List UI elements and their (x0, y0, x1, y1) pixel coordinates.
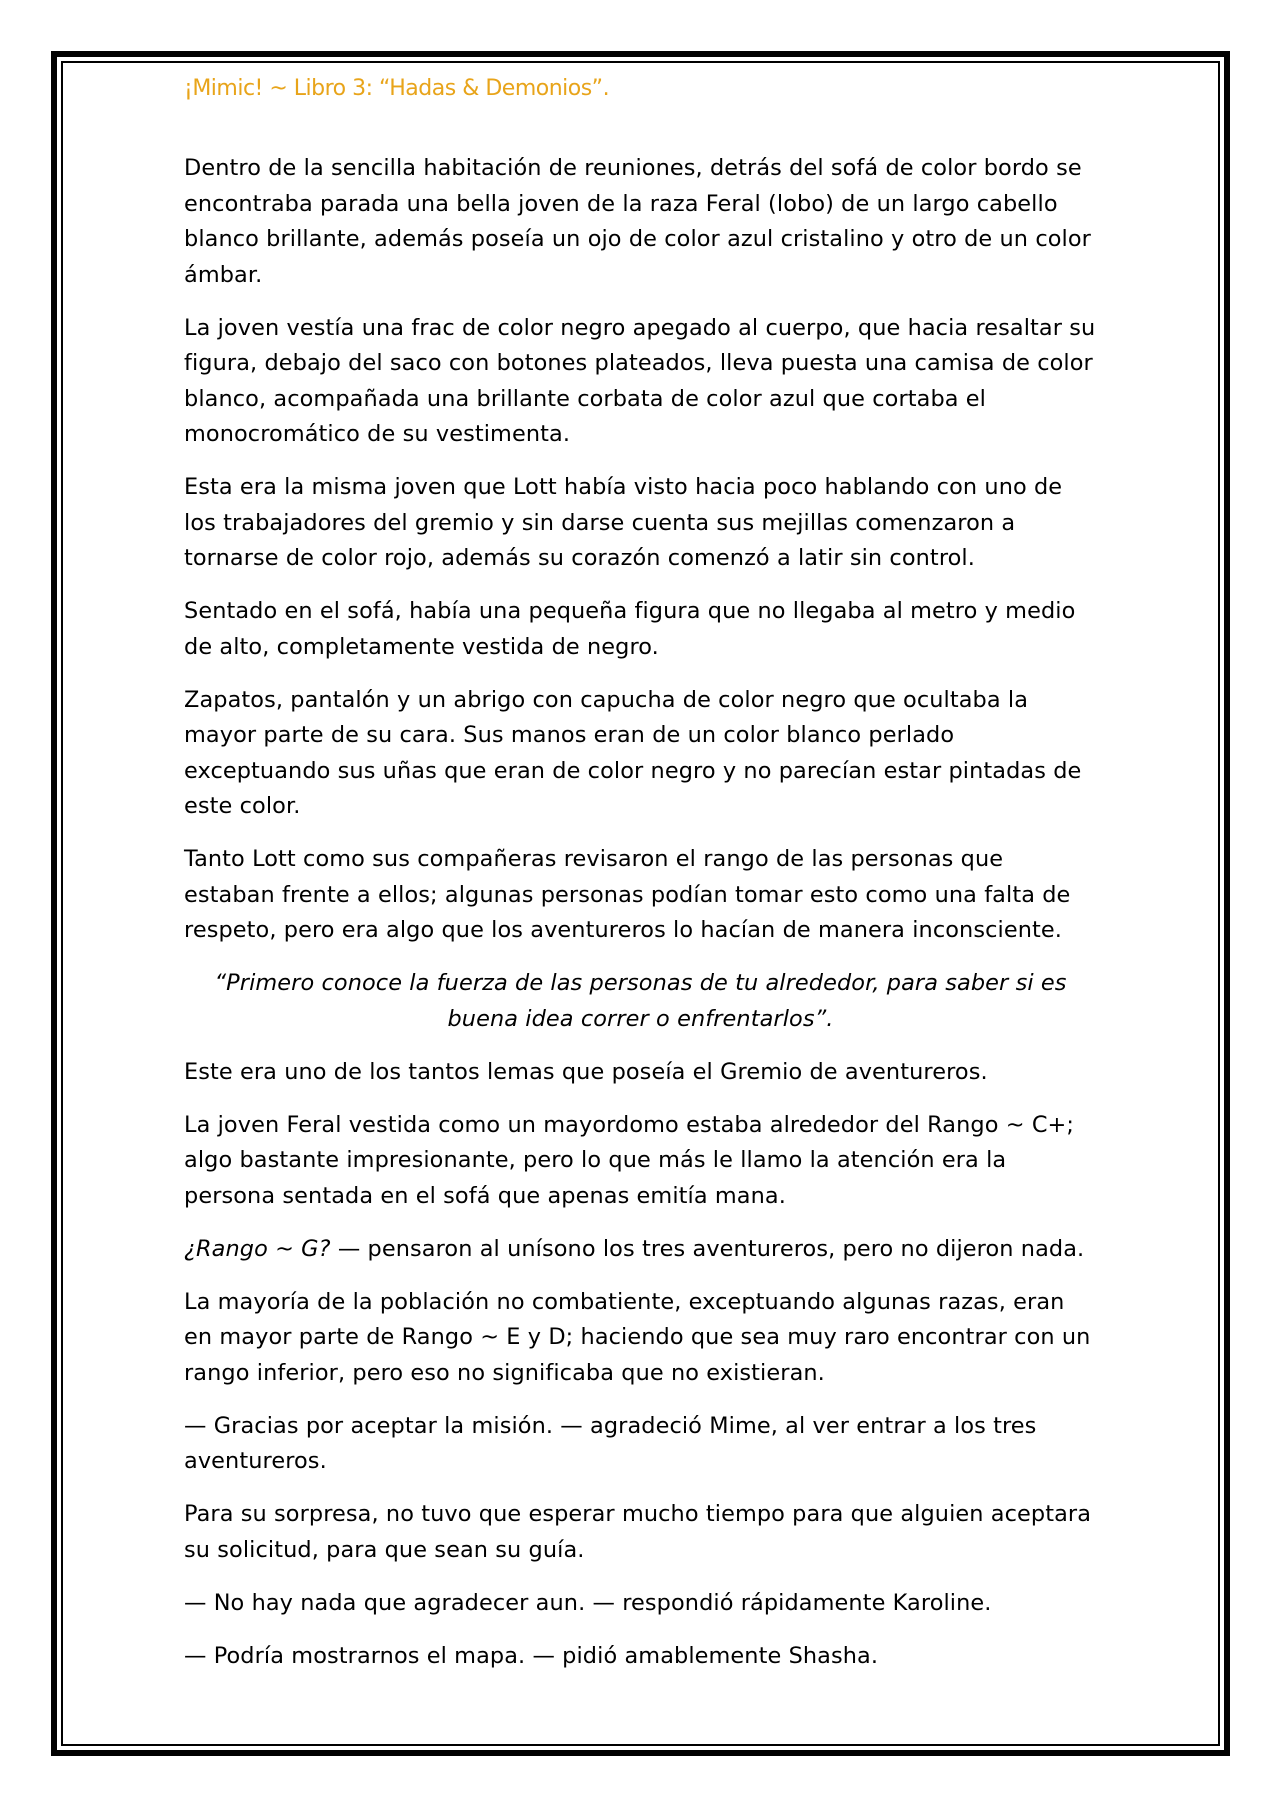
paragraph: Zapatos, pantalón y un abrigo con capucha de color negro que ocultaba la mayor parte de su cara. Sus manos eran de un color blanco perlado exceptuando sus uñas que eran de color negro y no parecían estar pintadas de este color. (184, 686, 1082, 819)
body-text (184, 151, 1097, 1692)
guild-motto-quote: “Primero conoce la fuerza de las personas de tu alrededor, para saber si es buena idea correr o enfrentarlos”. (214, 970, 1067, 1032)
thought-rest: — pensaron al unísono los tres aventureros, pero no dijeron nada. (330, 1235, 1085, 1262)
paragraph: Dentro de la sencilla habitación de reuniones, detrás del sofá de color bordo se encontraba parada una bella joven de la raza Feral (lobo) de un largo cabello blanco brillante, además poseía un ojo de color azul cristalino y otro de un color ámbar. (184, 155, 1091, 288)
paragraph: Tanto Lott como sus compañeras revisaron el rango de las personas que estaban frente a ellos; algunas personas podían tomar esto como una falta de respeto, pero era algo que los aventureros lo hacían de manera inconsciente. (184, 846, 1071, 943)
dialogue-line: — Podría mostrarnos el mapa. — pidió amablemente Shasha. (184, 1642, 879, 1669)
paragraph: Sentado en el sofá, había una pequeña figura que no llegaba al metro y medio de alto, completamente vestida de negro. (184, 598, 1076, 660)
paragraph: Esta era la misma joven que Lott había visto hacia poco hablando con uno de los trabajadores del gremio y sin darse cuenta sus mejillas comenzaron a tornarse de color rojo, además su corazón comenzó a latir sin control. (184, 474, 1063, 571)
header-title: ¡Mimic! ~ Libro 3: “Hadas & Demonios”. (184, 76, 610, 101)
thought-paragraph (184, 1232, 1097, 1268)
thought-italic: ¿Rango ~ G? (184, 1235, 331, 1262)
paragraph: La mayoría de la población no combatiente, exceptuando algunas razas, eran en mayor parte de Rango ~ E y D; haciendo que sea muy raro encontrar con un rango inferior, pero eso no significaba que no existieran. (184, 1288, 1091, 1386)
paragraph: Este era uno de los tantos lemas que poseía el Gremio de aventureros. (184, 1058, 988, 1085)
paragraph: La joven Feral vestida como un mayordomo estaba alrededor del Rango ~ C+; algo bastante impresionante, pero lo que más le llamo la atención era la persona sentada en el sofá que apenas emitía mana. (184, 1111, 1075, 1209)
page-header (184, 76, 609, 101)
dialogue-line: — Gracias por aceptar la misión. — agradeció Mime, al ver entrar a los tres aventureros. (184, 1412, 1037, 1474)
paragraph: La joven vestía una frac de color negro apegado al cuerpo, que hacia resaltar su figura, debajo del saco con botones plateados, lleva puesta una camisa de color blanco, acompañada una brillante corbata de color azul que cortaba el monocromático de su vestimenta. (184, 314, 1096, 447)
dialogue-line: — No hay nada que agradecer aun. — respondió rápidamente Karoline. (184, 1589, 992, 1616)
paragraph: Para su sorpresa, no tuvo que esperar mucho tiempo para que alguien aceptara su solicitud, para que sean su guía. (184, 1501, 1092, 1563)
